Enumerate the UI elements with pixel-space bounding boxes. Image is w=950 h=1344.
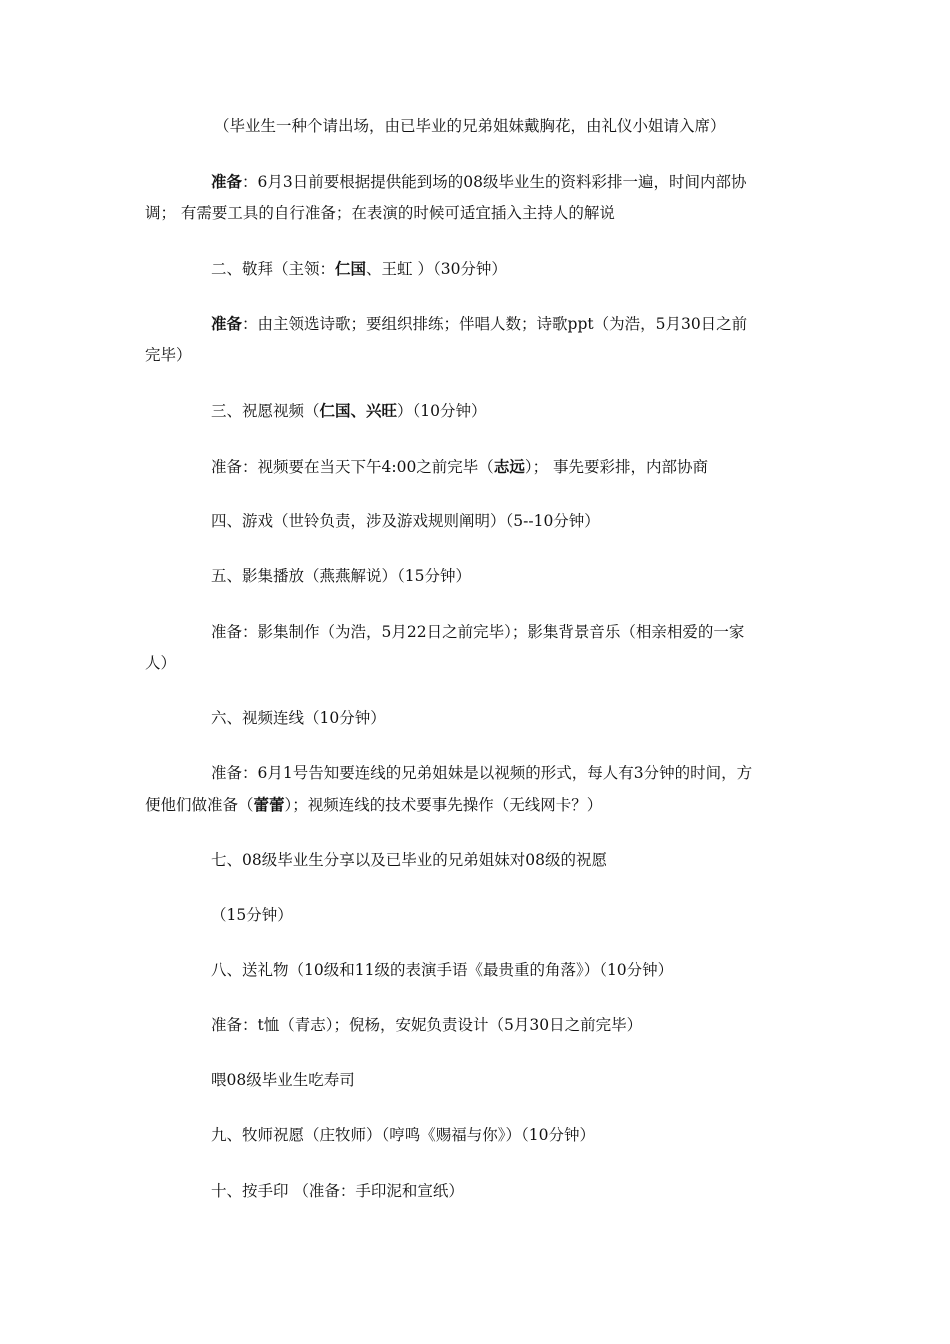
heading-video-call: 六、视频连线（10分钟） bbox=[211, 709, 386, 727]
prep-text: 便他们做准备（ bbox=[145, 796, 254, 814]
heading-album: 五、影集播放（燕燕解说）（15分钟） bbox=[211, 567, 471, 585]
owner-name: 志远 bbox=[493, 457, 525, 476]
line-prep-album-cont: 人） bbox=[145, 654, 177, 672]
line-prep-video-call-cont bbox=[145, 795, 602, 815]
line-prep-rehearsal-cont: 调； 有需要工具的自行准备；在表演的时候可适宜插入主持人的解说 bbox=[145, 204, 615, 222]
heading-sharing-duration: （15分钟） bbox=[211, 906, 293, 924]
prep-text: ）；视频连线的技术要事先操作（无线网卡？） bbox=[284, 796, 603, 814]
owner-name: 蕾蕾 bbox=[253, 795, 285, 814]
heading-blessing-video bbox=[211, 401, 487, 421]
line-graduates-entrance: （毕业生一种个请出场，由已毕业的兄弟姐妹戴胸花，由礼仪小姐请入席） bbox=[214, 117, 726, 135]
owner-names: 仁国、兴旺 bbox=[319, 401, 398, 420]
heading-pastor-blessing: 九、牧师祝愿（庄牧师）（哼鸣《赐福与你》）（10分钟） bbox=[211, 1126, 595, 1144]
heading-worship bbox=[211, 259, 507, 279]
prep-text: ：6月3日前要根据提供能到场的08级毕业生的资料彩排一遍，时间内部协 bbox=[242, 173, 747, 191]
heading-sharing: 七、08级毕业生分享以及已毕业的兄弟姐妹对08级的祝愿 bbox=[211, 851, 607, 869]
line-prep-album: 准备：影集制作（为浩，5月22日之前完毕）；影集背景音乐（相亲相爱的一家 bbox=[211, 623, 745, 641]
line-prep-video-call: 准备：6月1号告知要连线的兄弟姐妹是以视频的形式，每人有3分钟的时间，方 bbox=[211, 764, 753, 782]
heading-text: ）（10分钟） bbox=[397, 402, 487, 420]
heading-gifts: 八、送礼物（10级和11级的表演手语《最贵重的角落》）（10分钟） bbox=[211, 961, 674, 979]
line-prep-worship bbox=[211, 314, 747, 334]
heading-text: 二、敬拜（主领： bbox=[211, 260, 336, 278]
line-prep-video bbox=[211, 457, 708, 477]
heading-game: 四、游戏（世铃负责，涉及游戏规则阐明）（5--10分钟） bbox=[211, 512, 600, 530]
prep-text: ：由主领选诗歌；要组织排练；伴唱人数；诗歌ppt（为浩，5月30日之前 bbox=[242, 315, 748, 333]
line-prep-worship-cont: 完毕） bbox=[145, 346, 192, 364]
heading-text: 三、祝愿视频（ bbox=[211, 402, 320, 420]
prep-label: 准备 bbox=[211, 172, 243, 191]
prep-text: ）； 事先要彩排，内部协商 bbox=[524, 458, 709, 476]
line-sushi: 喂08级毕业生吃寿司 bbox=[211, 1071, 355, 1089]
line-prep-rehearsal bbox=[211, 172, 746, 192]
prep-text: 准备：视频要在当天下午4:00之前完毕（ bbox=[211, 458, 494, 476]
heading-handprint: 十、按手印 （准备：手印泥和宣纸） bbox=[211, 1182, 464, 1200]
leader-name: 仁国 bbox=[335, 259, 367, 278]
heading-text: 、王虹 ）（30分钟） bbox=[366, 260, 507, 278]
line-prep-gifts: 准备：t恤（青志）；倪杨，安妮负责设计（5月30日之前完毕） bbox=[211, 1016, 643, 1034]
prep-label: 准备 bbox=[211, 314, 243, 333]
